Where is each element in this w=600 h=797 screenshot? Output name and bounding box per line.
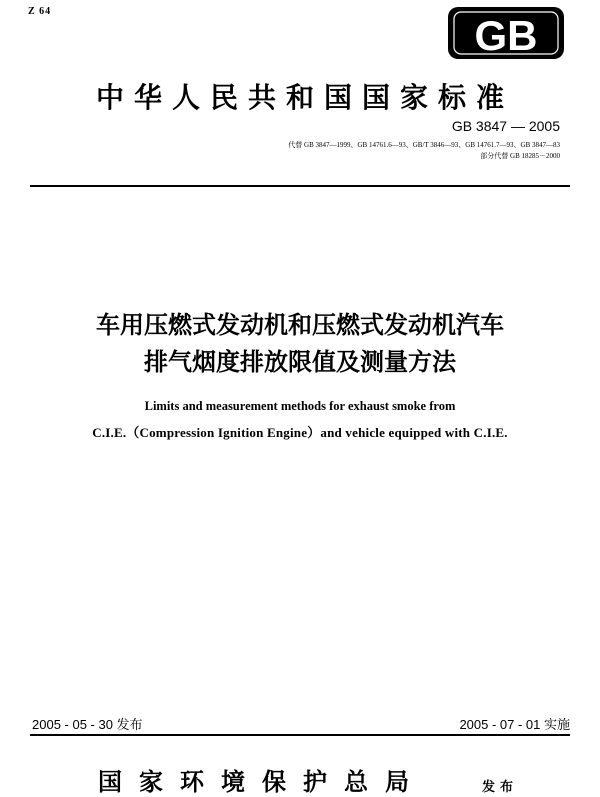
gb-logo-icon — [444, 4, 568, 62]
chinese-title-line-1: 车用压燃式发动机和压燃式发动机汽车 — [96, 311, 504, 339]
replaces-note — [288, 140, 560, 162]
standard-number: GB 3847 — 2005 — [451, 118, 560, 134]
publisher-name: 国家环境保护总局 — [98, 767, 426, 796]
header-divider — [30, 185, 570, 187]
implementation-date: 2005 - 07 - 01 实施 — [459, 717, 570, 732]
gb-logo-text: GB — [474, 12, 538, 59]
ics-code: Z 64 — [28, 6, 52, 17]
english-title-line-2: C.I.E.（Compression Ignition Engine）and vehicle equipped with C.I.E. — [92, 425, 508, 440]
chinese-title-line-2: 排气烟度排放限值及测量方法 — [144, 348, 456, 376]
replaces-line-2: 部分代替 GB 18285－2000 — [480, 152, 560, 160]
national-standard-title: 中华人民共和国国家标准 — [95, 81, 514, 114]
issue-date: 2005 - 05 - 30 发布 — [32, 717, 143, 732]
replaces-line-1: 代替 GB 3847—1999、GB 14761.6—93、GB/T 3846—93、GB 14761.7—93、GB 3847—83 — [288, 141, 560, 149]
publish-label: 发布 — [482, 780, 519, 795]
english-title-line-1: Limits and measurement methods for exhaust smoke from — [144, 399, 456, 413]
footer-divider — [30, 734, 570, 736]
